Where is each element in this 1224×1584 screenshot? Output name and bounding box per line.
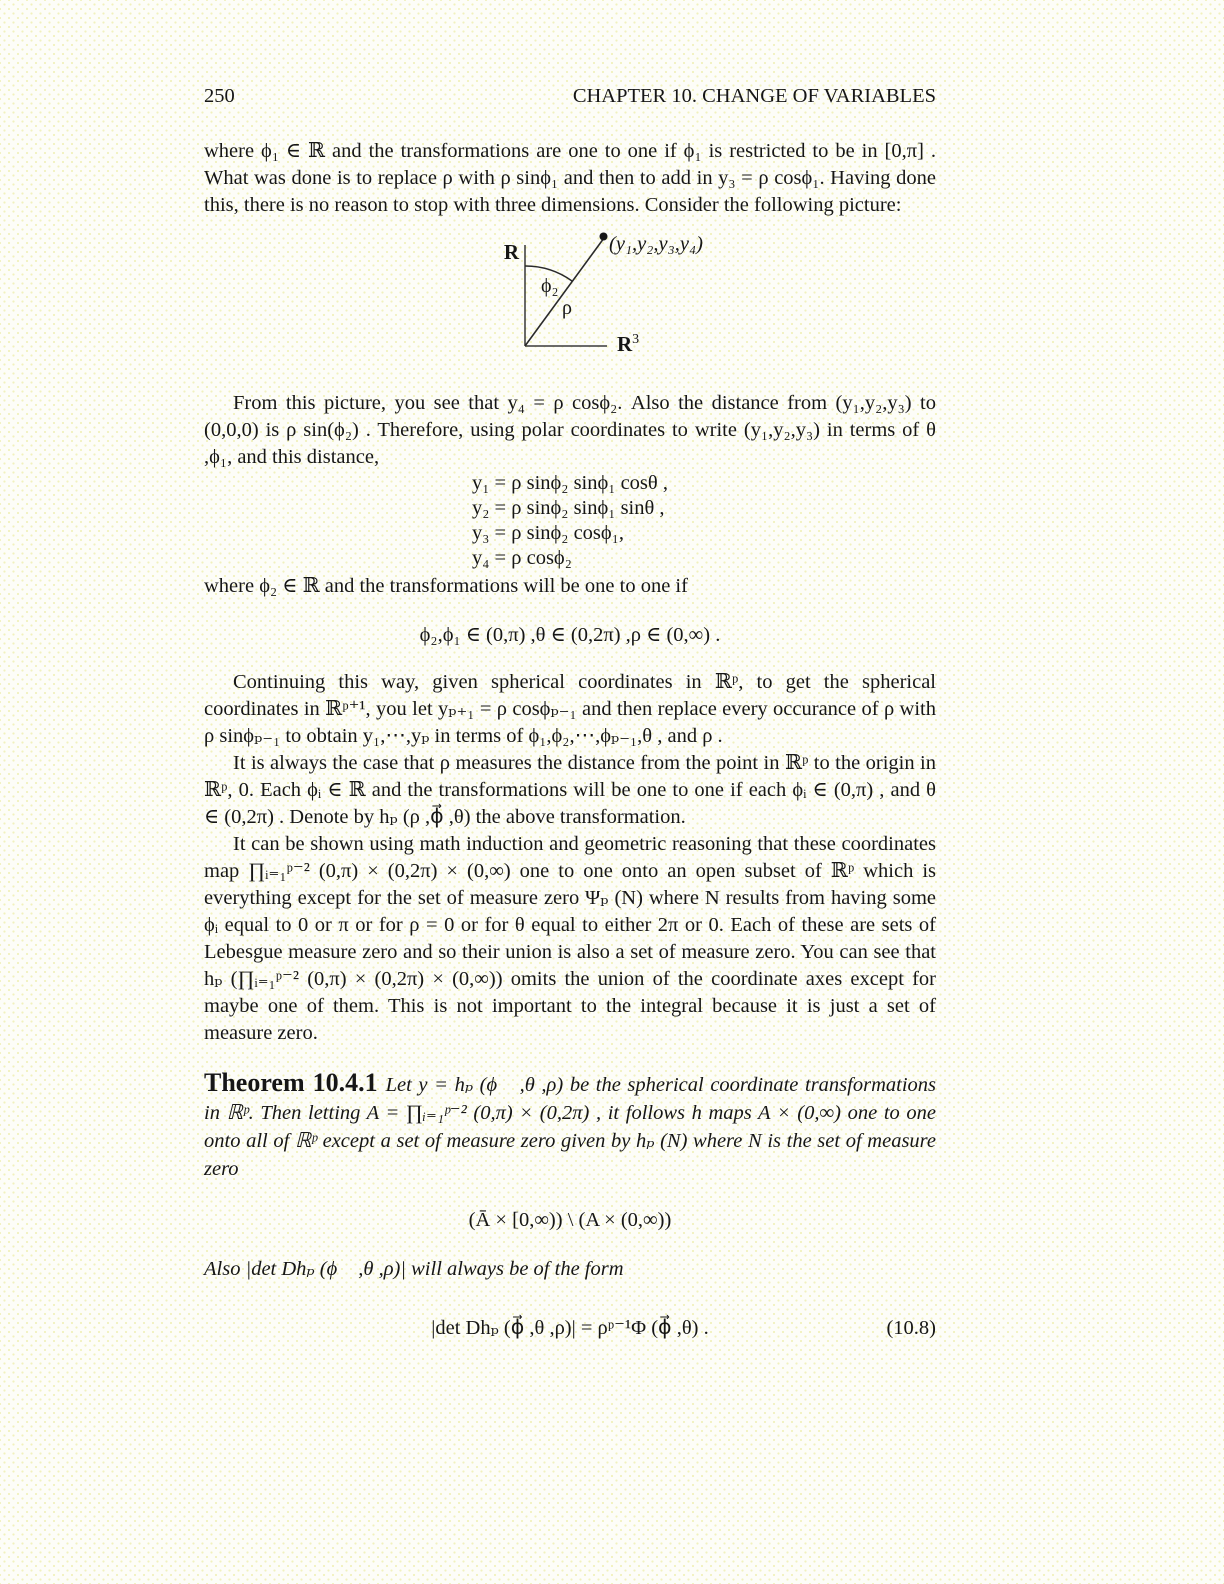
figure-canvas xyxy=(480,230,745,356)
angle-label: ϕ₂ xyxy=(541,275,559,297)
radius-label: ρ xyxy=(562,297,572,319)
point-dot xyxy=(600,233,608,241)
theorem-body: Let y = hₚ (ϕ⃗ ,θ ,ρ) be the spherical coordinate transformations in ℝᵖ. Then letting A = ∏ᵢ₌₁ᵖ⁻² (0,π) × (0,2π) , it follows h maps A × (0,∞) one to one onto all of ℝᵖ except a set of measure zero given by hₚ (N) where N is the set of measure zero xyxy=(204,1074,936,1180)
equation-y3: y₃ = ρ sinϕ₂ cosϕ₁, xyxy=(472,522,624,544)
equation-y2: y₂ = ρ sinϕ₂ sinϕ₁ sinθ , xyxy=(472,497,665,519)
horizontal-axis-label-exponent: 3 xyxy=(632,332,640,347)
display-equation-measure-zero-set: (Ā × [0,∞)) \ (A × (0,∞)) xyxy=(468,1209,672,1231)
theorem-10-4-1 xyxy=(204,1069,936,1183)
equation-10-8-row xyxy=(204,1313,936,1343)
point-label: (y₁,y₂,y₃,y₄) xyxy=(609,233,703,255)
paragraph-continuing: Continuing this way, given spherical coordinates in ℝᵖ, to get the spherical coordinates in ℝᵖ⁺¹, you let yₚ₊₁ = ρ cosϕₚ₋₁ and then replace every occurance of ρ with ρ sinϕₚ₋₁ to obtain y₁,⋯,yₚ in terms of ϕ₁,ϕ₂,⋯,ϕₚ₋₁,θ , and ρ . xyxy=(204,671,936,747)
equation-y1: y₁ = ρ sinϕ₂ sinϕ₁ cosθ , xyxy=(472,472,668,494)
paragraph-always-case: It is always the case that ρ measures the distance from the point in ℝᵖ to the origin in ℝᵖ, 0. Each ϕᵢ ∈ ℝ and the transformations will be one to one if each ϕᵢ ∈ (0,π) , and θ ∈ (0,2π) . Denote by hₚ (ρ ,ϕ⃗ ,θ) the above transformation. xyxy=(204,752,936,828)
theorem-heading: Theorem 10.4.1 xyxy=(204,1068,378,1097)
horizontal-axis-label-base: R xyxy=(617,332,633,356)
radius-line xyxy=(525,238,604,346)
paragraph-intro: where ϕ₁ ∈ ℝ and the transformations are one to one if ϕ₁ is restricted to be in [0,π] . What was done is to replace ρ with ρ sinϕ₁ and then to add in y₃ = ρ cosϕ₁. Having done this, there is no reason to stop with three dimensions. Consider the following picture: xyxy=(204,140,936,216)
equation-number: (10.8) xyxy=(886,1317,936,1339)
paragraph-induction: It can be shown using math induction and geometric reasoning that these coordinates map ∏ᵢ₌₁ᵖ⁻² (0,π) × (0,2π) × (0,∞) one to one onto an open subset of ℝᵖ which is everything except for the set of measure zero Ψₚ (N) where N results from having some ϕᵢ equal to 0 or π or for ρ = 0 or for θ equal to either 2π or 0. Each of these are sets of Lebesgue measure zero and so their union is also a set of measure zero. You can see that hₚ (∏ᵢ₌₁ᵖ⁻² (0,π) × (0,2π) × (0,∞)) omits the union of the coordinate axes except for maybe one of them. This is not important to the integral because it is just a set of measure zero. xyxy=(204,833,936,1044)
figure-spherical-coordinates xyxy=(204,230,936,356)
paragraph-where-phi2: where ϕ₂ ∈ ℝ and the transformations will be one to one if xyxy=(204,575,688,597)
paragraph-from-picture: From this picture, you see that y₄ = ρ cosϕ₂. Also the distance from (y₁,y₂,y₃) to (0,0,0) is ρ sin(ϕ₂) . Therefore, using polar coordinates to write (y₁,y₂,y₃) in terms of θ ,ϕ₁, and this distance, xyxy=(204,392,936,468)
display-equation-determinant: |det Dhₚ (ϕ⃗ ,θ ,ρ)| = ρᵖ⁻¹Φ (ϕ⃗ ,θ) . xyxy=(431,1317,709,1339)
page-header xyxy=(204,83,936,110)
equation-system xyxy=(472,471,668,571)
paragraph-also-det: Also |det Dhₚ (ϕ⃗ ,θ ,ρ)| will always be of the form xyxy=(204,1258,624,1280)
chapter-title: CHAPTER 10. CHANGE OF VARIABLES xyxy=(572,85,936,107)
page-number: 250 xyxy=(204,85,235,107)
vertical-axis-label: R xyxy=(503,240,519,264)
display-equation-domain: ϕ₂,ϕ₁ ∈ (0,π) ,θ ∈ (0,2π) ,ρ ∈ (0,∞) . xyxy=(419,624,721,646)
horizontal-axis-label xyxy=(617,332,639,356)
equation-y4: y₄ = ρ cosϕ₂ xyxy=(472,547,572,569)
